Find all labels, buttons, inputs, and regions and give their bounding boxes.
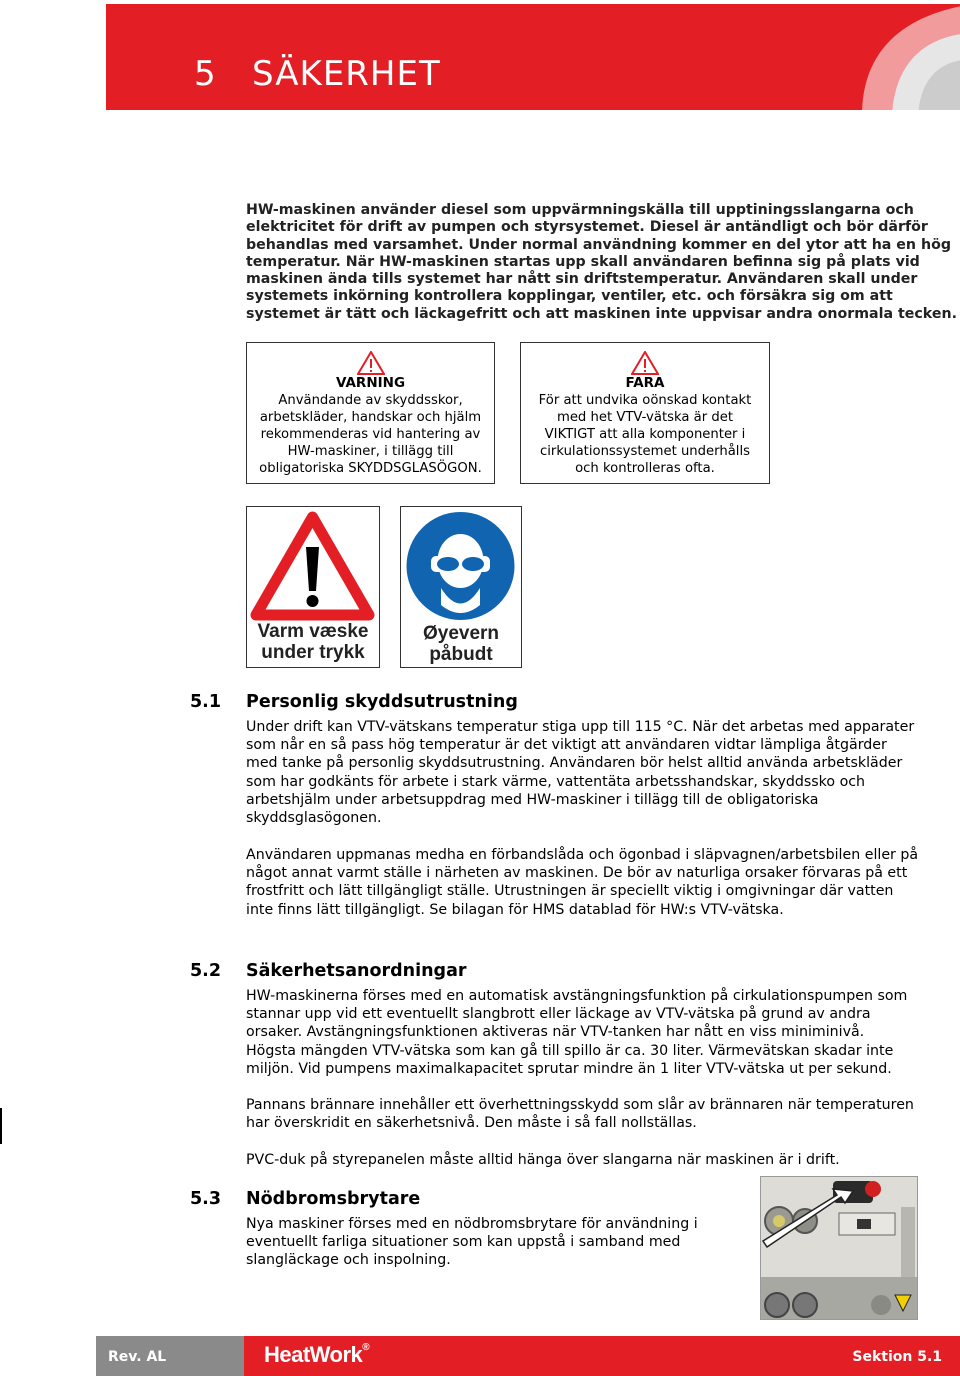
section-5-2-para-3 (246, 1151, 958, 1169)
sign-text (401, 623, 521, 665)
registered-mark-icon: ® (362, 1342, 370, 1353)
danger-line: VIKTIGT att alla komponenter i (544, 427, 746, 442)
page-title: 5 SÄKERHET (194, 54, 441, 94)
section-5-2-para-2 (246, 1096, 958, 1132)
text-line: något annat varmt ställe i närheten av maskinen. De bör av naturliga orsaker förvaras på ett (246, 865, 908, 882)
danger-line: med het VTV-vätska är det (556, 410, 734, 425)
footer-rev-block (96, 1336, 244, 1376)
text-line: Pannans brännare innehåller ett överhettningsskydd som slår av brännaren när temperaturen (246, 1097, 914, 1113)
text-line: stannar upp vid ett eventuellt slangbrott eller läckage av VTV-vätska på grund av andra (246, 1006, 871, 1023)
text-line: eventuellt farliga situationer som kan uppstå i samband med (246, 1234, 681, 1251)
warning-title: VARNING (335, 375, 406, 391)
danger-line: För att undvika oönskad kontakt (538, 393, 752, 408)
text-line: slangläckage och inspolning. (246, 1252, 451, 1269)
danger-triangle-icon (247, 511, 378, 623)
text-line: Användaren uppmanas medha en förbandslåda och ögonbad i släpvagnen/arbetsbilen eller på (246, 847, 919, 863)
text-line: har överskridit en säkerhetsnivå. Den måste i så fall nollställas. (246, 1115, 697, 1132)
section-title: Personlig skyddsutrustning (246, 692, 518, 712)
page-header (106, 4, 960, 110)
text-line: orsaker. Avstängningsfunktionen aktiveras när VTV-tanken har nått en viss miniminivå. (246, 1024, 865, 1041)
warning-line: rekommenderas vid hantering av (260, 427, 481, 442)
warning-triangle-icon (631, 351, 659, 375)
section-5-3-para-1 (246, 1215, 746, 1270)
section-label: Sektion 5.1 (852, 1349, 942, 1365)
text-line: Nya maskiner förses med en nödbromsbrytare för användning i (246, 1216, 698, 1232)
eye-protection-sign (400, 506, 522, 668)
text-line: HW-maskinerna förses med en automatisk avstängningsfunktion på cirkulationspumpen som (246, 988, 908, 1004)
machine-panel-icon (761, 1177, 918, 1320)
margin-change-bar (0, 1108, 2, 1144)
intro-line: elektricitet för drift av pumpen och styrsystemet. Diesel är antändligt och bör därför (246, 219, 928, 236)
section-title: Nödbromsbrytare (246, 1189, 421, 1209)
text-line: miljön. Vid pumpens maximalkapacitet sprutar mindre än 1 liter VTV-vätska ut per sekund. (246, 1060, 892, 1077)
intro-line: maskinen ända tills systemet har nått sin driftstemperatur. Användaren skall under (246, 271, 918, 288)
text-line: arbetshjälm under arbetsuppdrag med HW-maskiner i tillägg till de obligatoriska (246, 791, 819, 808)
text-line: PVC-duk på styrepanelen måste alltid hänga över slangarna när maskinen är i drift. (246, 1152, 840, 1168)
sign-line: Varm væske (257, 621, 369, 642)
danger-line: cirkulationssystemet underhålls (540, 444, 750, 459)
section-number: 5.2 (190, 961, 222, 981)
brand-name: HeatWork (264, 1342, 363, 1367)
emergency-stop-photo (760, 1176, 918, 1320)
warning-line: arbetskläder, handskar och hjälm (259, 410, 482, 425)
revision-label: Rev. AL (108, 1349, 167, 1365)
intro-line: HW-maskinen använder diesel som uppvärmningskälla till upptiningsslangarna och (246, 202, 914, 218)
text-line: som når en så pass hög temperatur är det viktigt att användaren vidtar lämpliga åtgärder (246, 737, 887, 754)
sign-line: under trykk (261, 642, 365, 663)
warning-line: Användande av skyddsskor, (278, 393, 463, 408)
goggles-icon (401, 509, 520, 623)
danger-box (520, 342, 770, 484)
warning-line: HW-maskiner, i tillägg till (287, 444, 454, 459)
hot-liquid-sign (246, 506, 380, 668)
section-number: 5.1 (190, 692, 222, 712)
text-line: inte finns lätt tillgängligt. Se bilagan för HMS datablad för HW:s VTV-vätska. (246, 901, 784, 918)
text-line: med tanke på personlig skyddsutrustning. Användaren bör helst alltid använda arbetskläder (246, 755, 903, 772)
sign-line: Øyevern (422, 623, 500, 644)
footer-brand-block (244, 1336, 960, 1376)
section-5-2-para-1 (246, 987, 958, 1078)
danger-line: och kontrolleras ofta. (575, 461, 715, 476)
danger-title: FARA (625, 375, 665, 391)
intro-line: systemet är tätt och läckagefritt och att maskinen inte uppvisar andra onormala tecken. (246, 305, 957, 322)
text-line: Under drift kan VTV-vätskans temperatur stiga upp till 115 °C. När det arbetas med apparater (246, 719, 915, 735)
warning-triangle-icon (357, 351, 385, 375)
sign-line: påbudt (429, 644, 493, 665)
intro-line: systemets inkörning kontrollera kopplingar, ventiler, etc. och försäkra sig om att (246, 288, 893, 305)
swoosh-logo-icon (822, 4, 960, 110)
sign-text (247, 621, 379, 663)
text-line: Högsta mängden VTV-vätska som kan gå till spillo är ca. 30 liter. Värmevätskan skadar inte (246, 1042, 894, 1059)
section-title: Säkerhetsanordningar (246, 961, 467, 981)
section-number: 5.3 (190, 1189, 222, 1209)
section-5-1-para-2 (246, 846, 958, 919)
intro-line: temperatur. När HW-maskinen startas upp skall användaren befinna sig på plats vid (246, 253, 920, 270)
section-5-1-para-1 (246, 718, 958, 827)
warning-line: obligatoriska SKYDDSGLASÖGON. (259, 461, 482, 476)
text-line: frostfritt och lätt tillgängligt ställe. Utrustningen är speciellt viktig i omgivningar där vatten (246, 883, 894, 900)
intro-line: behandlas med varsamhet. Under normal användning kommer en del ytor att ha en hög (246, 236, 951, 253)
text-line: skyddsglasögonen. (246, 810, 382, 827)
warning-box (246, 342, 495, 484)
text-line: som har godkänts för arbete i stark värme, vattentäta arbetsshandskar, skyddssko och (246, 773, 866, 790)
brand-logo (264, 1342, 369, 1368)
intro-text (246, 202, 958, 323)
